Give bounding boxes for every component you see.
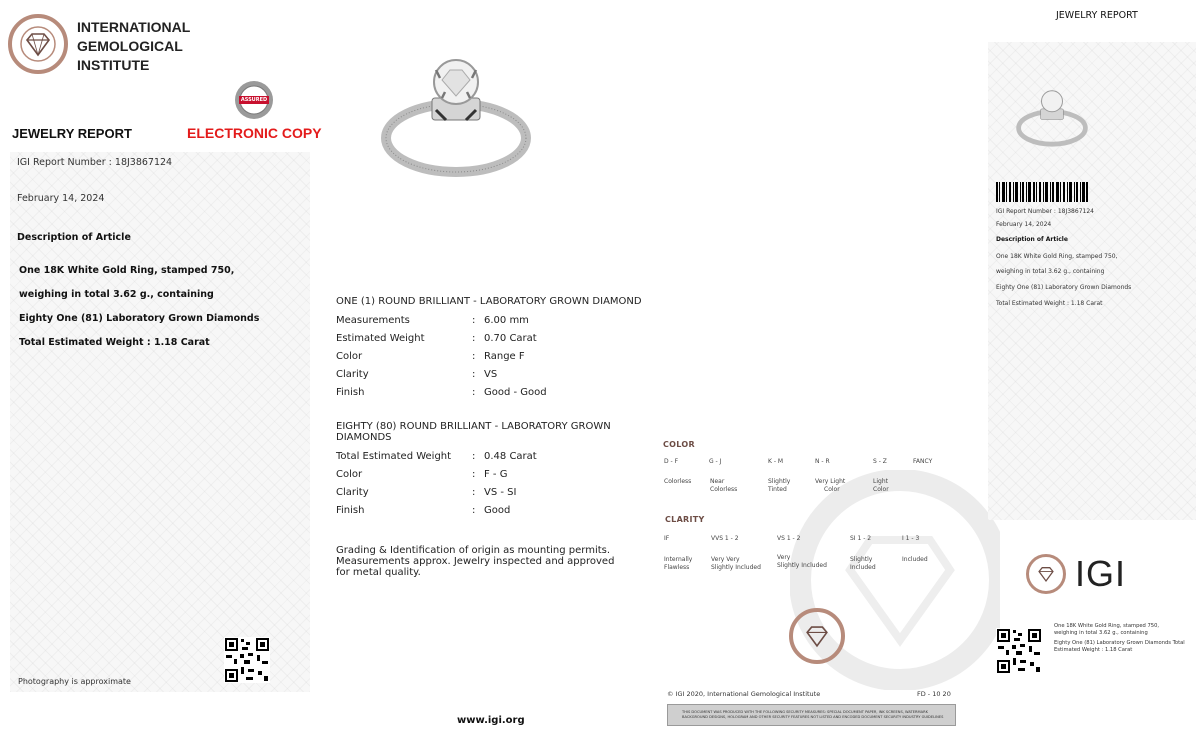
report-date: February 14, 2024: [17, 193, 105, 204]
spec-label: Clarity: [336, 486, 369, 498]
color-grade: G - J: [709, 458, 722, 465]
color-grade: S - Z: [873, 458, 887, 465]
clarity-grade: IF: [664, 535, 670, 542]
tag-line-2: weighing in total 3.62 g., containing: [1054, 630, 1148, 636]
clarity-desc: Very Very: [711, 556, 740, 563]
colon: :: [472, 332, 476, 344]
clarity-desc: Slightly Included: [711, 564, 761, 571]
barcode: [996, 182, 1088, 202]
security-note: THIS DOCUMENT WAS PRODUCED WITH THE FOLLOWING SECURITY MEASURES: SPECIAL DOCUMENT PAPER, INK SCREENS, WATERMARK BACKGROUND DESIGNS, HOLOGRAM AND OTHER SECURITY FEATURES NOT LISTED AND ENCODED DOCUMENT SECURITY INDUSTRY GUIDELINES: [682, 710, 944, 719]
grading-note-line2: Measurements approx. Jewelry inspected and approved: [336, 556, 615, 567]
spec-label: Finish: [336, 386, 365, 398]
description-line-3: Eighty One (81) Laboratory Grown Diamonds: [19, 313, 260, 324]
clarity-desc: Slightly: [850, 556, 873, 563]
barcode-icon: [996, 182, 1088, 202]
qr-code-icon: [224, 637, 270, 683]
color-desc: Light: [873, 478, 888, 485]
description-heading: Description of Article: [17, 232, 131, 243]
color-desc: Near: [710, 478, 725, 485]
tag-text: [1054, 623, 1196, 654]
color-desc: Colorless: [710, 486, 738, 493]
colon: :: [472, 504, 476, 516]
right-desc-line-4: Total Estimated Weight : 1.18 Carat: [996, 300, 1103, 307]
section1-title: ONE (1) ROUND BRILLIANT - LABORATORY GROWN DIAMOND: [336, 296, 642, 307]
spec-value: F - G: [484, 468, 508, 480]
clarity-grade: SI 1 - 2: [850, 535, 872, 542]
description-line-1: One 18K White Gold Ring, stamped 750,: [19, 265, 235, 276]
igi-brand-logo: [1026, 554, 1066, 594]
spec-row: [336, 365, 636, 383]
color-desc: Very Light: [815, 478, 846, 485]
colon: :: [472, 350, 476, 362]
color-desc: Color: [873, 486, 889, 493]
clarity-scale: [664, 535, 964, 575]
copyright: © IGI 2020, International Gemological Institute: [667, 690, 821, 698]
spec-value: 0.48 Carat: [484, 450, 537, 462]
spec-row: [336, 447, 636, 465]
color-desc: Colorless: [664, 478, 692, 485]
right-desc-line-1: One 18K White Gold Ring, stamped 750,: [996, 253, 1118, 260]
spec-row: [336, 501, 636, 519]
spec-label: Measurements: [336, 314, 410, 326]
spec-value: VS: [484, 368, 498, 380]
spec-label: Total Estimated Weight: [336, 450, 452, 462]
spec-label: Estimated Weight: [336, 332, 425, 344]
ring-thumbnail-image: [1012, 86, 1092, 148]
color-grade: FANCY: [913, 458, 933, 465]
diamond-brand-icon: [1034, 562, 1058, 586]
color-scale: [664, 458, 964, 498]
section2-title-line1: EIGHTY (80) ROUND BRILLIANT - LABORATORY GROWN: [336, 421, 611, 432]
color-grade: K - M: [768, 458, 784, 465]
color-desc: Tinted: [768, 486, 787, 493]
org-name: [77, 18, 190, 75]
tag-line-1: One 18K White Gold Ring, stamped 750,: [1054, 623, 1160, 629]
qr-code-right: [996, 628, 1042, 678]
spec-value: 0.70 Carat: [484, 332, 537, 344]
top-right-title: JEWELRY REPORT: [1056, 10, 1138, 21]
spec-label: Color: [336, 350, 363, 362]
right-description-heading: Description of Article: [996, 236, 1068, 243]
grading-note: [336, 545, 614, 578]
clarity-desc: Very: [777, 554, 791, 561]
spec-row: [336, 483, 636, 501]
clarity-desc: Flawless: [664, 564, 690, 571]
right-desc-line-2: weighing in total 3.62 g., containing: [996, 268, 1105, 275]
org-name-line3: INSTITUTE: [77, 57, 150, 73]
description-line-4: Total Estimated Weight : 1.18 Carat: [19, 337, 210, 348]
grading-note-line1: Grading & Identification of origin as mounting permits.: [336, 545, 611, 556]
org-name-line1: INTERNATIONAL: [77, 19, 191, 35]
spec-row: [336, 311, 636, 329]
spec-label: Finish: [336, 504, 365, 516]
spec-value: Range F: [484, 350, 525, 362]
color-grade: N - R: [815, 458, 830, 465]
colon: :: [472, 468, 476, 480]
clarity-grade: I 1 - 3: [902, 535, 920, 542]
clarity-desc: Internally: [664, 556, 693, 563]
igi-seal-bottom: [789, 608, 845, 664]
clarity-desc: Slightly Included: [777, 562, 827, 569]
spec-label: Clarity: [336, 368, 369, 380]
colon: :: [472, 314, 476, 326]
assured-seal: [234, 80, 274, 120]
spec-value: Good: [484, 504, 511, 516]
grading-note-line3: for metal quality.: [336, 567, 421, 578]
report-number: IGI Report Number : 18J3867124: [17, 157, 173, 168]
clarity-grade: VVS 1 - 2: [711, 535, 739, 542]
qr-code-icon: [996, 628, 1042, 674]
electronic-copy-label: ELECTRONIC COPY: [187, 125, 322, 141]
spec-label: Color: [336, 468, 363, 480]
spec-row: [336, 383, 636, 401]
igi-logo: [8, 14, 68, 74]
color-desc: Color: [824, 486, 840, 493]
description-line-2: weighing in total 3.62 g., containing: [19, 289, 214, 300]
clarity-grade: VS 1 - 2: [777, 535, 801, 542]
color-grade: D - F: [664, 458, 679, 465]
security-strip: [667, 704, 956, 726]
right-desc-line-3: Eighty One (81) Laboratory Grown Diamonds: [996, 284, 1132, 291]
colon: :: [472, 368, 476, 380]
color-heading: COLOR: [663, 440, 695, 449]
spec-row: [336, 465, 636, 483]
ring-thumbnail: [1012, 86, 1092, 148]
tag-line-3: Eighty One (81) Laboratory Grown Diamonds Total: [1054, 640, 1185, 646]
right-date: February 14, 2024: [996, 221, 1052, 228]
spec-row: [336, 329, 636, 347]
diamond-logo-icon: [19, 25, 57, 63]
colon: :: [472, 386, 476, 398]
seal-text: ASSURED: [240, 97, 268, 103]
igi-brand-text: IGI: [1075, 553, 1127, 594]
ring-photo: [376, 50, 536, 180]
report-title: JEWELRY REPORT: [12, 126, 132, 141]
spec-row: [336, 347, 636, 365]
spec-value: VS - SI: [484, 486, 517, 498]
form-code: FD - 10 20: [917, 690, 951, 698]
photography-note: Photography is approximate: [18, 677, 131, 686]
colon: :: [472, 486, 476, 498]
clarity-desc: Included: [850, 564, 876, 571]
clarity-heading: CLARITY: [665, 515, 705, 524]
section1-table: [336, 311, 636, 401]
section2-title: [336, 421, 611, 443]
right-report-number: IGI Report Number : 18J3867124: [996, 208, 1094, 215]
qr-code-left: [224, 637, 270, 687]
color-desc: Slightly: [768, 478, 791, 485]
org-name-line2: GEMOLOGICAL: [77, 38, 183, 54]
spec-value: 6.00 mm: [484, 314, 529, 326]
diamond-seal-icon: [800, 619, 834, 653]
website-link[interactable]: www.igi.org: [457, 715, 525, 726]
section2-title-line2: DIAMONDS: [336, 432, 392, 443]
spec-value: Good - Good: [484, 386, 547, 398]
section2-table: [336, 447, 636, 519]
ring-image: [376, 50, 536, 180]
tag-line-4: Estimated Weight : 1.18 Carat: [1054, 647, 1133, 653]
colon: :: [472, 450, 476, 462]
clarity-desc: Included: [902, 556, 928, 563]
